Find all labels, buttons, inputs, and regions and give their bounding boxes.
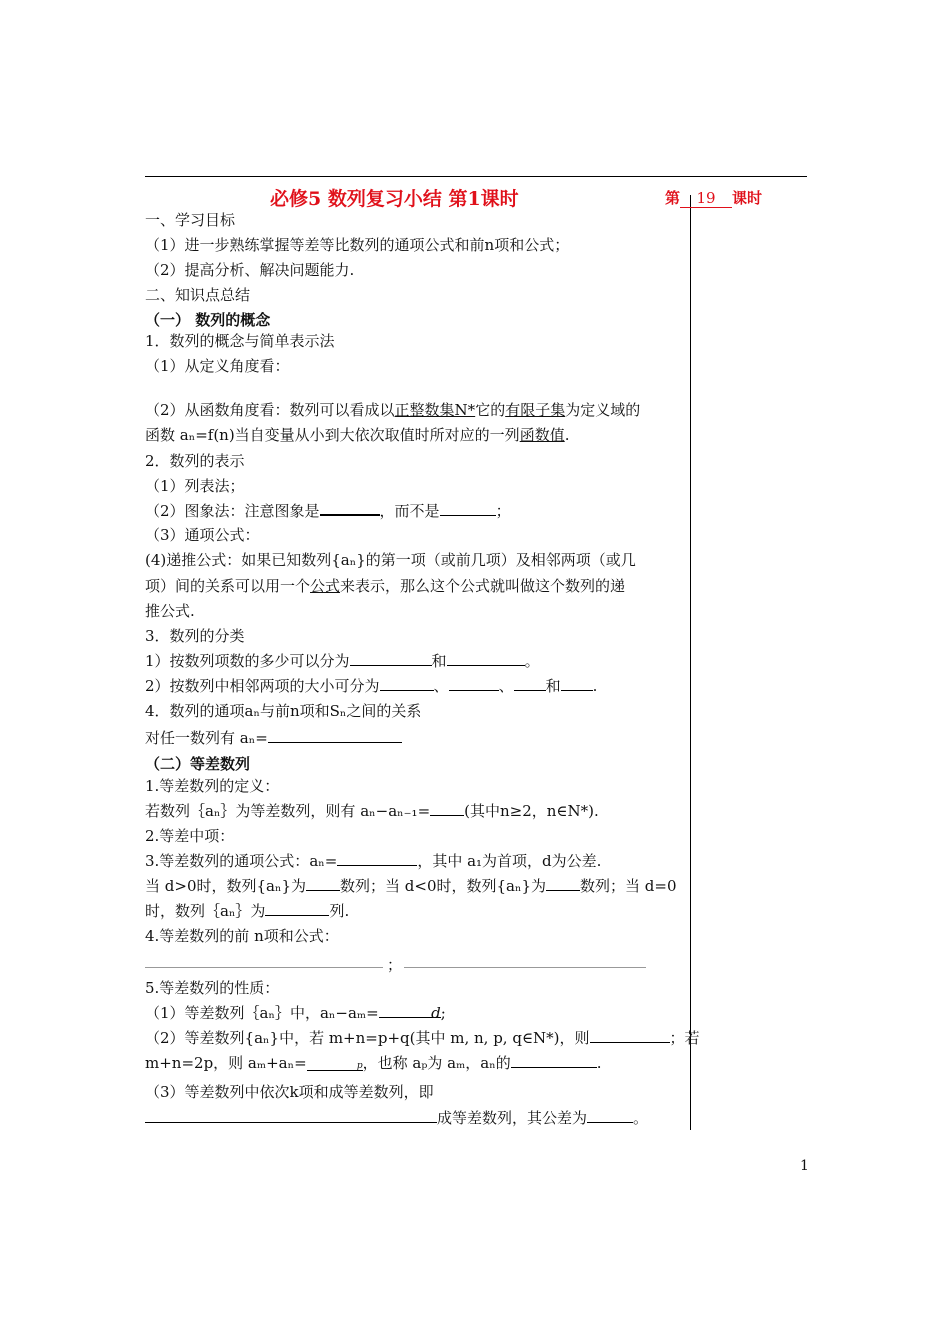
fill-blank[interactable]: [306, 876, 340, 891]
text-line: 4.等差数列的前 n项和公式：: [145, 927, 339, 945]
text-line: 2）按数列中相邻两项的大小可分为 、 、 和 .: [145, 677, 598, 695]
text-line: 2．数列的表示: [145, 452, 245, 470]
text-line: 2.等差中项：: [145, 827, 235, 845]
fill-blank[interactable]: d: [379, 1003, 441, 1018]
text-line: m+n=2p，则 aₘ+aₙ= p，也称 aₚ为 aₘ，aₙ的 .: [145, 1054, 602, 1072]
fill-blank[interactable]: [546, 876, 580, 891]
answer-line[interactable]: [145, 967, 383, 968]
text-line: 1．数列的概念与简单表示法: [145, 332, 335, 350]
fill-blank[interactable]: [449, 676, 499, 691]
margin-column-rule: [690, 195, 691, 1130]
text-line: 成等差数列，其公差为 。: [145, 1108, 648, 1128]
fill-blank[interactable]: [447, 651, 525, 666]
text-line: 若数列｛aₙ｝为等差数列，则有 aₙ−aₙ₋₁= (其中n≥2，n∈N*).: [145, 802, 599, 820]
text-line: 项）间的关系可以用一个公式来表示，那么这个公式就叫做这个数列的递: [145, 577, 626, 595]
text-line: 时，数列｛aₙ｝为 列.: [145, 902, 350, 920]
fill-blank[interactable]: [265, 901, 329, 916]
fill-blank[interactable]: [320, 500, 380, 516]
text-line: （3）等差数列中依次k项和成等差数列，即: [145, 1083, 434, 1101]
text-line: 对任一数列有 aₙ=: [145, 728, 402, 748]
fill-blank[interactable]: [561, 676, 593, 691]
objective-item: （1）进一步熟练掌握等差等比数列的通项公式和前n项和公式；: [145, 236, 570, 254]
subsection-heading: （二）等差数列: [145, 755, 251, 773]
fill-blank[interactable]: p: [307, 1056, 363, 1071]
text-line: 1）按数列项数的多少可以分为 和 。: [145, 652, 540, 670]
text-line: （2）从函数角度看：数列可以看成以正整数集N*它的有限子集为定义域的: [145, 401, 641, 419]
lesson-number: 第 19 课时: [665, 189, 763, 207]
text-line: 4．数列的通项aₙ与前n项和Sₙ之间的关系: [145, 702, 422, 720]
text-line: （1）等差数列｛aₙ｝中，aₙ−aₘ= d;: [145, 1004, 446, 1022]
header-rule: [145, 176, 807, 177]
fill-blank[interactable]: [337, 851, 417, 866]
text-line: (4)递推公式：如果已知数列{aₙ}的第一项（或前几项）及相邻两项（或几: [145, 551, 636, 569]
subsection-heading: （一） 数列的概念: [145, 311, 271, 329]
text-line: （2）等差数列{aₙ}中，若 m+n=p+q(其中 m, n, p, q∈N*)，则 ；若: [145, 1029, 700, 1047]
text-line: 5.等差数列的性质：: [145, 979, 280, 997]
text-line: 3.等差数列的通项公式：aₙ= ，其中 a₁为首项，d为公差.: [145, 852, 602, 870]
text-line: （1）从定义角度看：: [145, 357, 290, 375]
page-number: 1: [800, 1158, 809, 1174]
text-line: 当 d>0时，数列{aₙ}为 数列；当 d<0时，数列{aₙ}为 数列；当 d=0: [145, 877, 677, 895]
fill-blank[interactable]: [440, 501, 496, 516]
fill-blank[interactable]: [430, 801, 464, 816]
fill-blank[interactable]: [514, 676, 546, 691]
section-heading-objectives: 一、学习目标: [145, 211, 236, 229]
fill-blank[interactable]: [587, 1108, 633, 1123]
answer-line[interactable]: [404, 967, 646, 968]
text-line: （1）列表法；: [145, 477, 245, 495]
fill-blank[interactable]: [350, 651, 432, 666]
separator-text: ；: [387, 956, 403, 974]
fill-blank[interactable]: [511, 1053, 597, 1068]
fill-blank[interactable]: [268, 728, 402, 743]
objective-item: （2）提高分析、解决问题能力.: [145, 261, 355, 279]
fill-blank[interactable]: [145, 1108, 437, 1123]
text-line: （2）图象法：注意图象是 ，而不是 ；: [145, 502, 511, 520]
text-line: 3．数列的分类: [145, 627, 245, 645]
fill-blank[interactable]: [380, 676, 434, 691]
text-line: 推公式.: [145, 602, 195, 620]
page-title: 必修5 数列复习小结 第1课时: [270, 188, 519, 210]
text-line: （3）通项公式：: [145, 526, 260, 544]
fill-blank[interactable]: [590, 1028, 670, 1043]
text-line: 函数 aₙ=f(n)当自变量从小到大依次取值时所对应的一列函数值.: [145, 426, 570, 444]
section-heading-summary: 二、知识点总结: [145, 286, 251, 304]
text-line: 1.等差数列的定义：: [145, 777, 280, 795]
